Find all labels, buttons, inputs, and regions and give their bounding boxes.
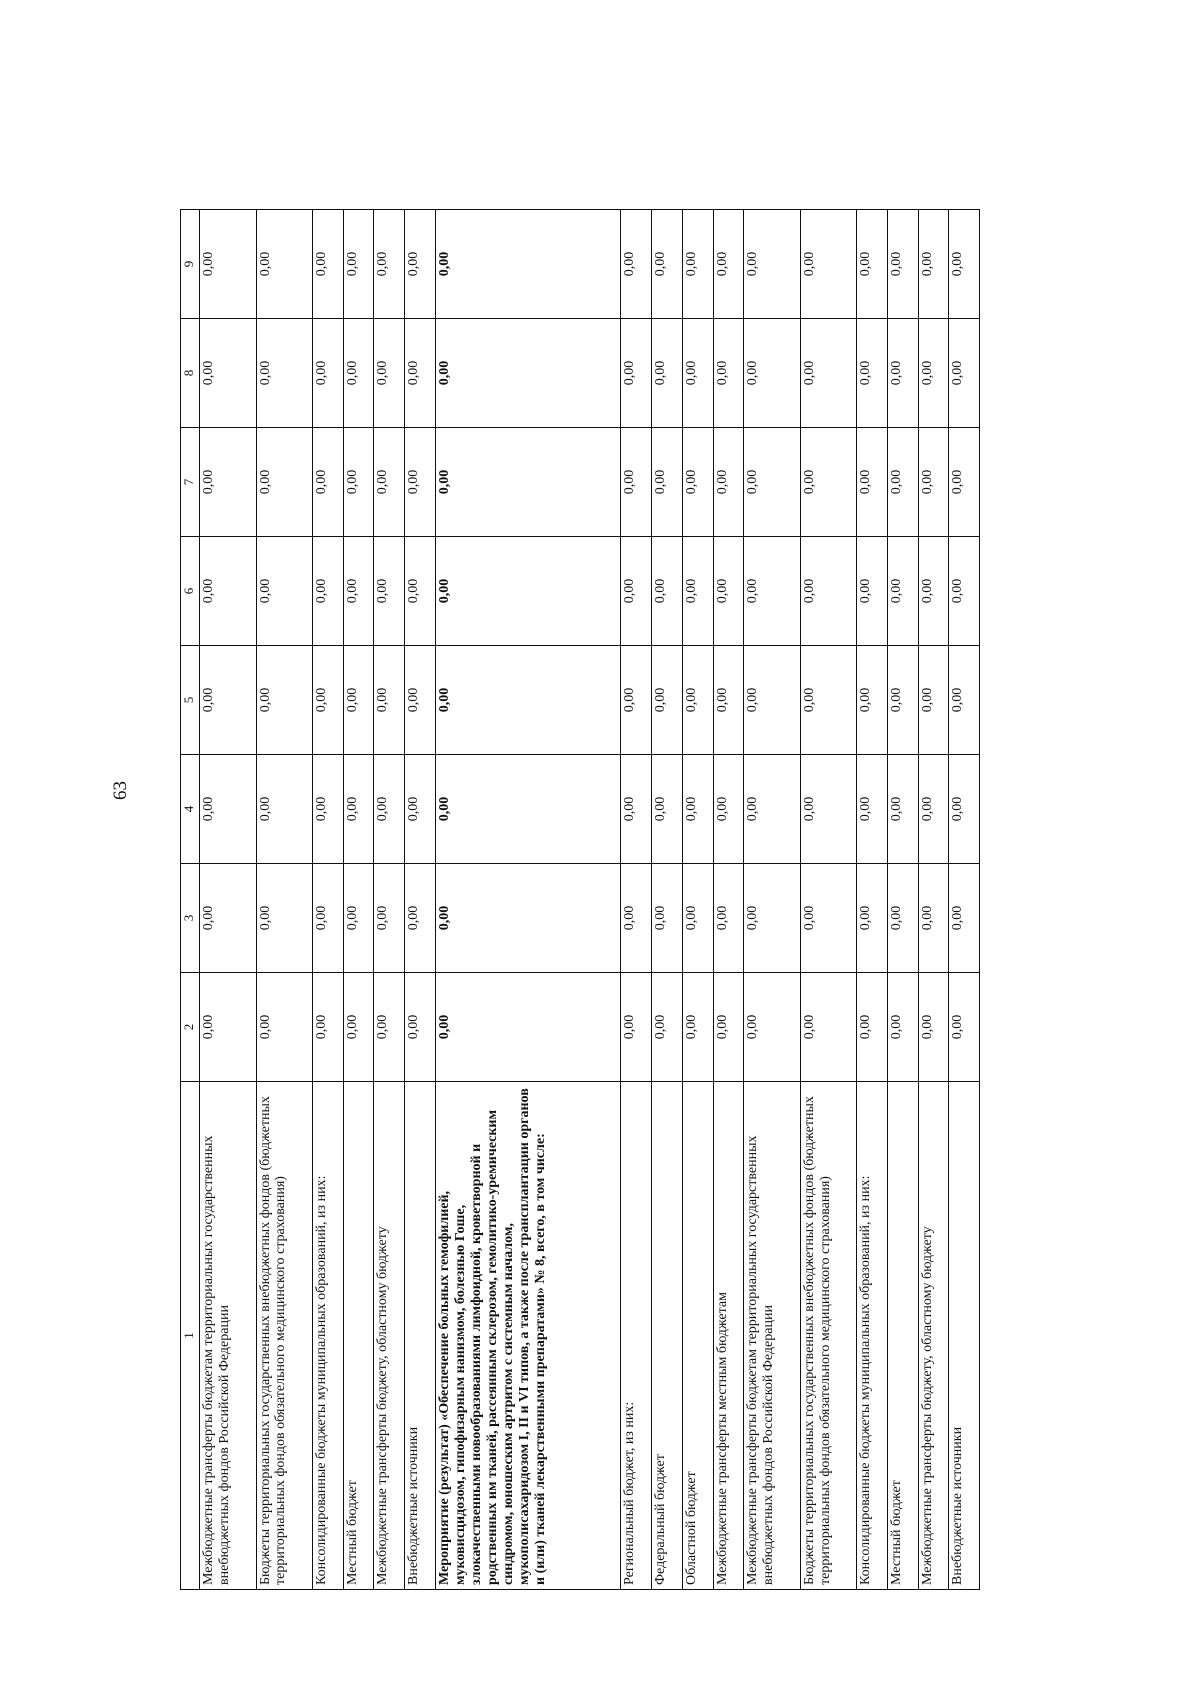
- value-cell: 0,00: [713, 537, 744, 646]
- value-cell: 0,00: [887, 537, 918, 646]
- value-cell: 0,00: [621, 537, 652, 646]
- value-cell: 0,00: [200, 210, 257, 319]
- value-cell: 0,00: [682, 319, 713, 428]
- value-cell: 0,00: [652, 973, 683, 1082]
- value-cell: 0,00: [256, 319, 313, 428]
- value-cell: 0,00: [621, 319, 652, 428]
- value-cell: 0,00: [949, 210, 980, 319]
- page-number: 63: [110, 781, 131, 800]
- value-cell: 0,00: [374, 864, 405, 973]
- value-cell: 0,00: [621, 864, 652, 973]
- column-header: 1: [181, 1082, 200, 1590]
- value-cell: 0,00: [621, 210, 652, 319]
- value-cell: 0,00: [800, 210, 857, 319]
- value-cell: 0,00: [374, 973, 405, 1082]
- table-row: [918, 210, 949, 1590]
- value-cell: 0,00: [682, 973, 713, 1082]
- value-cell: 0,00: [949, 428, 980, 537]
- row-label: Мероприятие (результат) «Обеспечение больных гемофилией, муковисцидозом, гипофизарным нанизмом, болезнью Гоше, злокачественными новообразованиями лимфоидной, кроветворной и родственных им тканей, рассеянным склерозом, гемолитико-уремическим синдромом, юношеским артритом с системным началом, мукополисахаридозом I, II и VI типов, а также после трансплантации органов и (или) тканей лекарственными препаратами» № 8, всего, в том числе:: [435, 1082, 621, 1590]
- value-cell: 0,00: [313, 319, 344, 428]
- value-cell: 0,00: [343, 319, 374, 428]
- value-cell: 0,00: [682, 210, 713, 319]
- value-cell: 0,00: [435, 319, 621, 428]
- table-row: [435, 210, 621, 1590]
- value-cell: 0,00: [435, 428, 621, 537]
- value-cell: 0,00: [313, 210, 344, 319]
- value-cell: 0,00: [744, 755, 801, 864]
- budget-table-container: [180, 210, 980, 1590]
- column-header: 7: [181, 428, 200, 537]
- value-cell: 0,00: [405, 646, 436, 755]
- row-label: Областной бюджет: [682, 1082, 713, 1590]
- value-cell: 0,00: [744, 864, 801, 973]
- value-cell: 0,00: [744, 428, 801, 537]
- value-cell: 0,00: [652, 537, 683, 646]
- value-cell: 0,00: [800, 864, 857, 973]
- row-label: Межбюджетные трансферты местным бюджетам: [713, 1082, 744, 1590]
- table-row: [682, 210, 713, 1590]
- budget-table: [180, 209, 980, 1590]
- value-cell: 0,00: [405, 428, 436, 537]
- value-cell: 0,00: [857, 428, 888, 537]
- value-cell: 0,00: [435, 537, 621, 646]
- value-cell: 0,00: [343, 864, 374, 973]
- row-label: Межбюджетные трансферты бюджету, областному бюджету: [374, 1082, 405, 1590]
- value-cell: 0,00: [918, 646, 949, 755]
- value-cell: 0,00: [343, 755, 374, 864]
- value-cell: 0,00: [918, 537, 949, 646]
- value-cell: 0,00: [435, 973, 621, 1082]
- value-cell: 0,00: [313, 428, 344, 537]
- value-cell: 0,00: [713, 319, 744, 428]
- table-row: [857, 210, 888, 1590]
- value-cell: 0,00: [200, 973, 257, 1082]
- value-cell: 0,00: [744, 973, 801, 1082]
- row-label: Бюджеты территориальных государственных внебюджетных фондов (бюджетных территориальных фондов обязательного медицинского страхования): [800, 1082, 857, 1590]
- value-cell: 0,00: [682, 864, 713, 973]
- value-cell: 0,00: [652, 864, 683, 973]
- value-cell: 0,00: [857, 973, 888, 1082]
- value-cell: 0,00: [949, 973, 980, 1082]
- column-header: 6: [181, 537, 200, 646]
- value-cell: 0,00: [857, 537, 888, 646]
- value-cell: 0,00: [744, 319, 801, 428]
- value-cell: 0,00: [652, 428, 683, 537]
- value-cell: 0,00: [918, 428, 949, 537]
- value-cell: 0,00: [949, 537, 980, 646]
- value-cell: 0,00: [857, 646, 888, 755]
- value-cell: 0,00: [744, 210, 801, 319]
- value-cell: 0,00: [343, 428, 374, 537]
- value-cell: 0,00: [949, 646, 980, 755]
- value-cell: 0,00: [256, 210, 313, 319]
- value-cell: 0,00: [374, 646, 405, 755]
- value-cell: 0,00: [652, 319, 683, 428]
- table-row: [343, 210, 374, 1590]
- value-cell: 0,00: [652, 210, 683, 319]
- value-cell: 0,00: [800, 973, 857, 1082]
- table-row: [949, 210, 980, 1590]
- value-cell: 0,00: [887, 210, 918, 319]
- value-cell: 0,00: [405, 537, 436, 646]
- value-cell: 0,00: [343, 973, 374, 1082]
- row-label: Консолидированные бюджеты муниципальных образований, из них:: [313, 1082, 344, 1590]
- value-cell: 0,00: [682, 755, 713, 864]
- value-cell: 0,00: [918, 864, 949, 973]
- row-label: Внебюджетные источники: [405, 1082, 436, 1590]
- table-row: [313, 210, 344, 1590]
- value-cell: 0,00: [621, 646, 652, 755]
- value-cell: 0,00: [405, 210, 436, 319]
- value-cell: 0,00: [313, 646, 344, 755]
- table-row: [200, 210, 257, 1590]
- value-cell: 0,00: [887, 319, 918, 428]
- table-row: [887, 210, 918, 1590]
- value-cell: 0,00: [621, 973, 652, 1082]
- value-cell: 0,00: [200, 646, 257, 755]
- value-cell: 0,00: [800, 755, 857, 864]
- column-header: 4: [181, 755, 200, 864]
- value-cell: 0,00: [343, 646, 374, 755]
- value-cell: 0,00: [621, 755, 652, 864]
- value-cell: 0,00: [374, 319, 405, 428]
- table-header-row: [181, 210, 200, 1590]
- value-cell: 0,00: [857, 755, 888, 864]
- value-cell: 0,00: [313, 755, 344, 864]
- value-cell: 0,00: [949, 864, 980, 973]
- value-cell: 0,00: [744, 537, 801, 646]
- value-cell: 0,00: [682, 537, 713, 646]
- value-cell: 0,00: [713, 210, 744, 319]
- value-cell: 0,00: [682, 428, 713, 537]
- value-cell: 0,00: [713, 864, 744, 973]
- value-cell: 0,00: [800, 537, 857, 646]
- column-header: 8: [181, 319, 200, 428]
- value-cell: 0,00: [918, 755, 949, 864]
- value-cell: 0,00: [800, 319, 857, 428]
- column-header: 5: [181, 646, 200, 755]
- value-cell: 0,00: [949, 319, 980, 428]
- value-cell: 0,00: [256, 428, 313, 537]
- value-cell: 0,00: [857, 864, 888, 973]
- value-cell: 0,00: [800, 646, 857, 755]
- row-label: Межбюджетные трансферты бюджету, областному бюджету: [918, 1082, 949, 1590]
- value-cell: 0,00: [713, 428, 744, 537]
- value-cell: 0,00: [256, 973, 313, 1082]
- value-cell: 0,00: [256, 646, 313, 755]
- value-cell: 0,00: [405, 319, 436, 428]
- value-cell: 0,00: [887, 646, 918, 755]
- value-cell: 0,00: [343, 210, 374, 319]
- row-label: Консолидированные бюджеты муниципальных образований, из них:: [857, 1082, 888, 1590]
- table-row: [621, 210, 652, 1590]
- value-cell: 0,00: [682, 646, 713, 755]
- value-cell: 0,00: [256, 537, 313, 646]
- value-cell: 0,00: [435, 646, 621, 755]
- value-cell: 0,00: [918, 973, 949, 1082]
- value-cell: 0,00: [857, 210, 888, 319]
- table-row: [744, 210, 801, 1590]
- row-label: Межбюджетные трансферты бюджетам территориальных государственных внебюджетных фондов Российской Федерации: [744, 1082, 801, 1590]
- value-cell: 0,00: [200, 428, 257, 537]
- value-cell: 0,00: [200, 864, 257, 973]
- value-cell: 0,00: [405, 755, 436, 864]
- value-cell: 0,00: [652, 646, 683, 755]
- value-cell: 0,00: [405, 864, 436, 973]
- value-cell: 0,00: [435, 755, 621, 864]
- value-cell: 0,00: [256, 864, 313, 973]
- value-cell: 0,00: [200, 319, 257, 428]
- table-row: [405, 210, 436, 1590]
- table-row: [256, 210, 313, 1590]
- value-cell: 0,00: [887, 864, 918, 973]
- row-label: Местный бюджет: [887, 1082, 918, 1590]
- row-label: Бюджеты территориальных государственных внебюджетных фондов (бюджетных территориальных фондов обязательного медицинского страхования): [256, 1082, 313, 1590]
- value-cell: 0,00: [343, 537, 374, 646]
- value-cell: 0,00: [256, 755, 313, 864]
- column-header: 3: [181, 864, 200, 973]
- value-cell: 0,00: [887, 428, 918, 537]
- value-cell: 0,00: [800, 428, 857, 537]
- row-label: Межбюджетные трансферты бюджетам территориальных государственных внебюджетных фондов Российской Федерации: [200, 1082, 257, 1590]
- value-cell: 0,00: [713, 755, 744, 864]
- table-row: [800, 210, 857, 1590]
- table-body: [200, 210, 980, 1590]
- value-cell: 0,00: [621, 428, 652, 537]
- table-row: [652, 210, 683, 1590]
- table-row: [374, 210, 405, 1590]
- table-row: [713, 210, 744, 1590]
- value-cell: 0,00: [374, 210, 405, 319]
- row-label: Местный бюджет: [343, 1082, 374, 1590]
- value-cell: 0,00: [887, 755, 918, 864]
- value-cell: 0,00: [200, 537, 257, 646]
- value-cell: 0,00: [713, 646, 744, 755]
- value-cell: 0,00: [652, 755, 683, 864]
- row-label: Внебюджетные источники: [949, 1082, 980, 1590]
- row-label: Региональный бюджет, из них:: [621, 1082, 652, 1590]
- value-cell: 0,00: [744, 646, 801, 755]
- value-cell: 0,00: [435, 210, 621, 319]
- value-cell: 0,00: [713, 973, 744, 1082]
- value-cell: 0,00: [313, 973, 344, 1082]
- value-cell: 0,00: [374, 755, 405, 864]
- value-cell: 0,00: [949, 755, 980, 864]
- value-cell: 0,00: [374, 537, 405, 646]
- value-cell: 0,00: [200, 755, 257, 864]
- value-cell: 0,00: [374, 428, 405, 537]
- value-cell: 0,00: [887, 973, 918, 1082]
- column-header: 2: [181, 973, 200, 1082]
- value-cell: 0,00: [435, 864, 621, 973]
- row-label: Федеральный бюджет: [652, 1082, 683, 1590]
- value-cell: 0,00: [918, 319, 949, 428]
- value-cell: 0,00: [857, 319, 888, 428]
- value-cell: 0,00: [313, 864, 344, 973]
- value-cell: 0,00: [918, 210, 949, 319]
- column-header: 9: [181, 210, 200, 319]
- value-cell: 0,00: [313, 537, 344, 646]
- value-cell: 0,00: [405, 973, 436, 1082]
